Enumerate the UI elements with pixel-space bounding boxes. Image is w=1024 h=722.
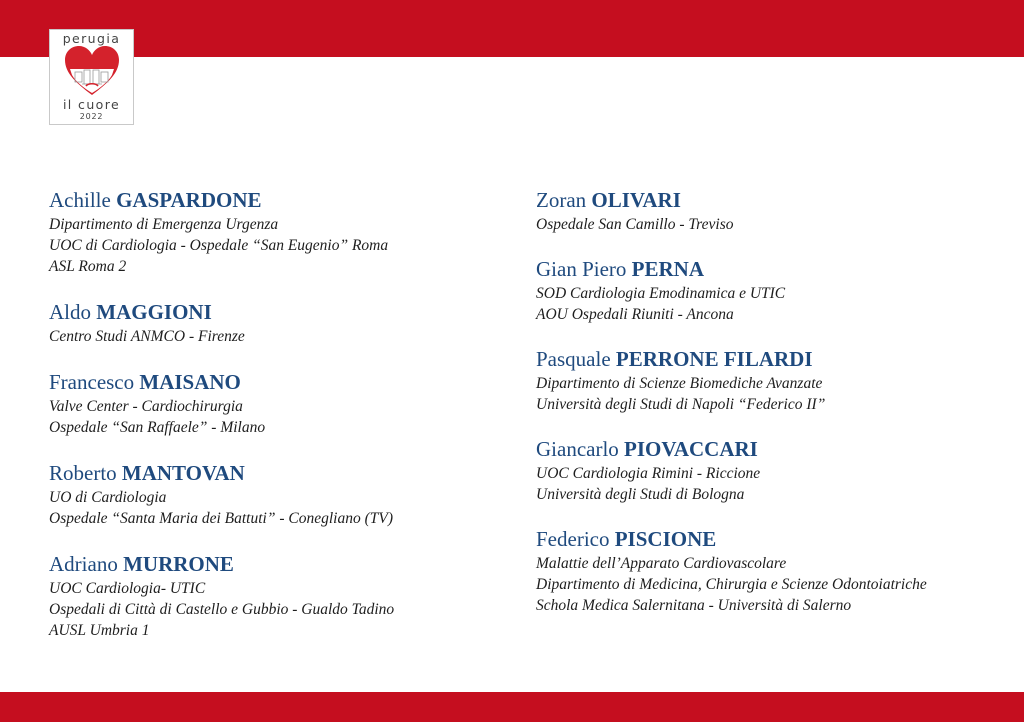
faculty-entry: [49, 187, 509, 277]
affiliation-line: AUSL Umbria 1: [49, 622, 150, 639]
affiliation-line: UOC Cardiologia- UTIC: [49, 580, 206, 597]
surname: PERRONE FILARDI: [615, 347, 813, 371]
faculty-name: [536, 187, 1006, 214]
first-name: Roberto: [49, 461, 117, 485]
faculty-entry: [536, 346, 1006, 415]
faculty-entry: [49, 299, 509, 347]
surname: PISCIONE: [614, 527, 717, 551]
faculty-entry: [536, 187, 1006, 235]
logo-bottom-text: il cuore: [62, 97, 121, 112]
first-name: Gian Piero: [536, 257, 627, 281]
faculty-name: [536, 436, 1006, 463]
faculty-name: [49, 369, 509, 396]
surname: OLIVARI: [591, 188, 681, 212]
left-faculty-column: [49, 187, 509, 663]
affiliation-line: ASL Roma 2: [49, 258, 127, 275]
faculty-name: [49, 299, 509, 326]
affiliation-line: Dipartimento di Medicina, Chirurgia e Scienze Odontoiatriche: [536, 576, 927, 593]
right-faculty-column: [536, 187, 1006, 637]
first-name: Aldo: [49, 300, 91, 324]
faculty-name: [536, 346, 1006, 373]
affiliation-line: Dipartimento di Emergenza Urgenza: [49, 216, 279, 233]
affiliation-line: Dipartimento di Scienze Biomediche Avanzate: [536, 375, 823, 392]
surname: MAISANO: [139, 370, 241, 394]
faculty-entry: [49, 369, 509, 438]
bottom-red-band: [0, 692, 1024, 722]
surname: PIOVACCARI: [624, 437, 758, 461]
affiliation-line: Centro Studi ANMCO - Firenze: [49, 328, 245, 345]
faculty-name: [536, 526, 1006, 553]
first-name: Achille: [49, 188, 111, 212]
faculty-entry: [536, 436, 1006, 505]
affiliation-line: Università degli Studi di Bologna: [536, 486, 745, 503]
first-name: Giancarlo: [536, 437, 619, 461]
faculty-name: [49, 460, 509, 487]
first-name: Francesco: [49, 370, 135, 394]
surname: MANTOVAN: [121, 461, 245, 485]
affiliation-line: AOU Ospedali Riuniti - Ancona: [536, 306, 734, 323]
affiliation-line: UOC Cardiologia Rimini - Riccione: [536, 465, 761, 482]
affiliation-line: Università degli Studi di Napoli “Federico II”: [536, 396, 826, 413]
faculty-entry: [536, 526, 1006, 616]
affiliation-line: Schola Medica Salernitana - Università di Salerno: [536, 597, 852, 614]
affiliation-line: Ospedale San Camillo - Treviso: [536, 216, 734, 233]
faculty-entry: [49, 460, 509, 529]
logo-year: 2022: [79, 112, 104, 121]
faculty-entry: [536, 256, 1006, 325]
surname: GASPARDONE: [116, 188, 262, 212]
surname: PERNA: [631, 257, 704, 281]
surname: MURRONE: [123, 552, 234, 576]
logo-top-text: perugia: [62, 31, 121, 46]
heart-icon: [64, 45, 120, 97]
first-name: Zoran: [536, 188, 587, 212]
faculty-name: [49, 551, 509, 578]
affiliation-line: UOC di Cardiologia - Ospedale “San Eugenio” Roma: [49, 237, 389, 254]
faculty-name: [536, 256, 1006, 283]
affiliation-line: SOD Cardiologia Emodinamica e UTIC: [536, 285, 786, 302]
first-name: Federico: [536, 527, 610, 551]
affiliation-line: Ospedale “San Raffaele” - Milano: [49, 419, 266, 436]
faculty-name: [49, 187, 509, 214]
first-name: Adriano: [49, 552, 118, 576]
top-red-band: [0, 0, 1024, 57]
perugia-il-cuore-logo: [49, 29, 134, 125]
surname: MAGGIONI: [96, 300, 212, 324]
first-name: Pasquale: [536, 347, 611, 371]
affiliation-line: Ospedale “Santa Maria dei Battuti” - Conegliano (TV): [49, 510, 393, 527]
affiliation-line: Malattie dell’Apparato Cardiovascolare: [536, 555, 787, 572]
affiliation-line: Ospedali di Città di Castello e Gubbio - Gualdo Tadino: [49, 601, 395, 618]
affiliation-line: Valve Center - Cardiochirurgia: [49, 398, 243, 415]
affiliation-line: UO di Cardiologia: [49, 489, 167, 506]
faculty-entry: [49, 551, 509, 641]
